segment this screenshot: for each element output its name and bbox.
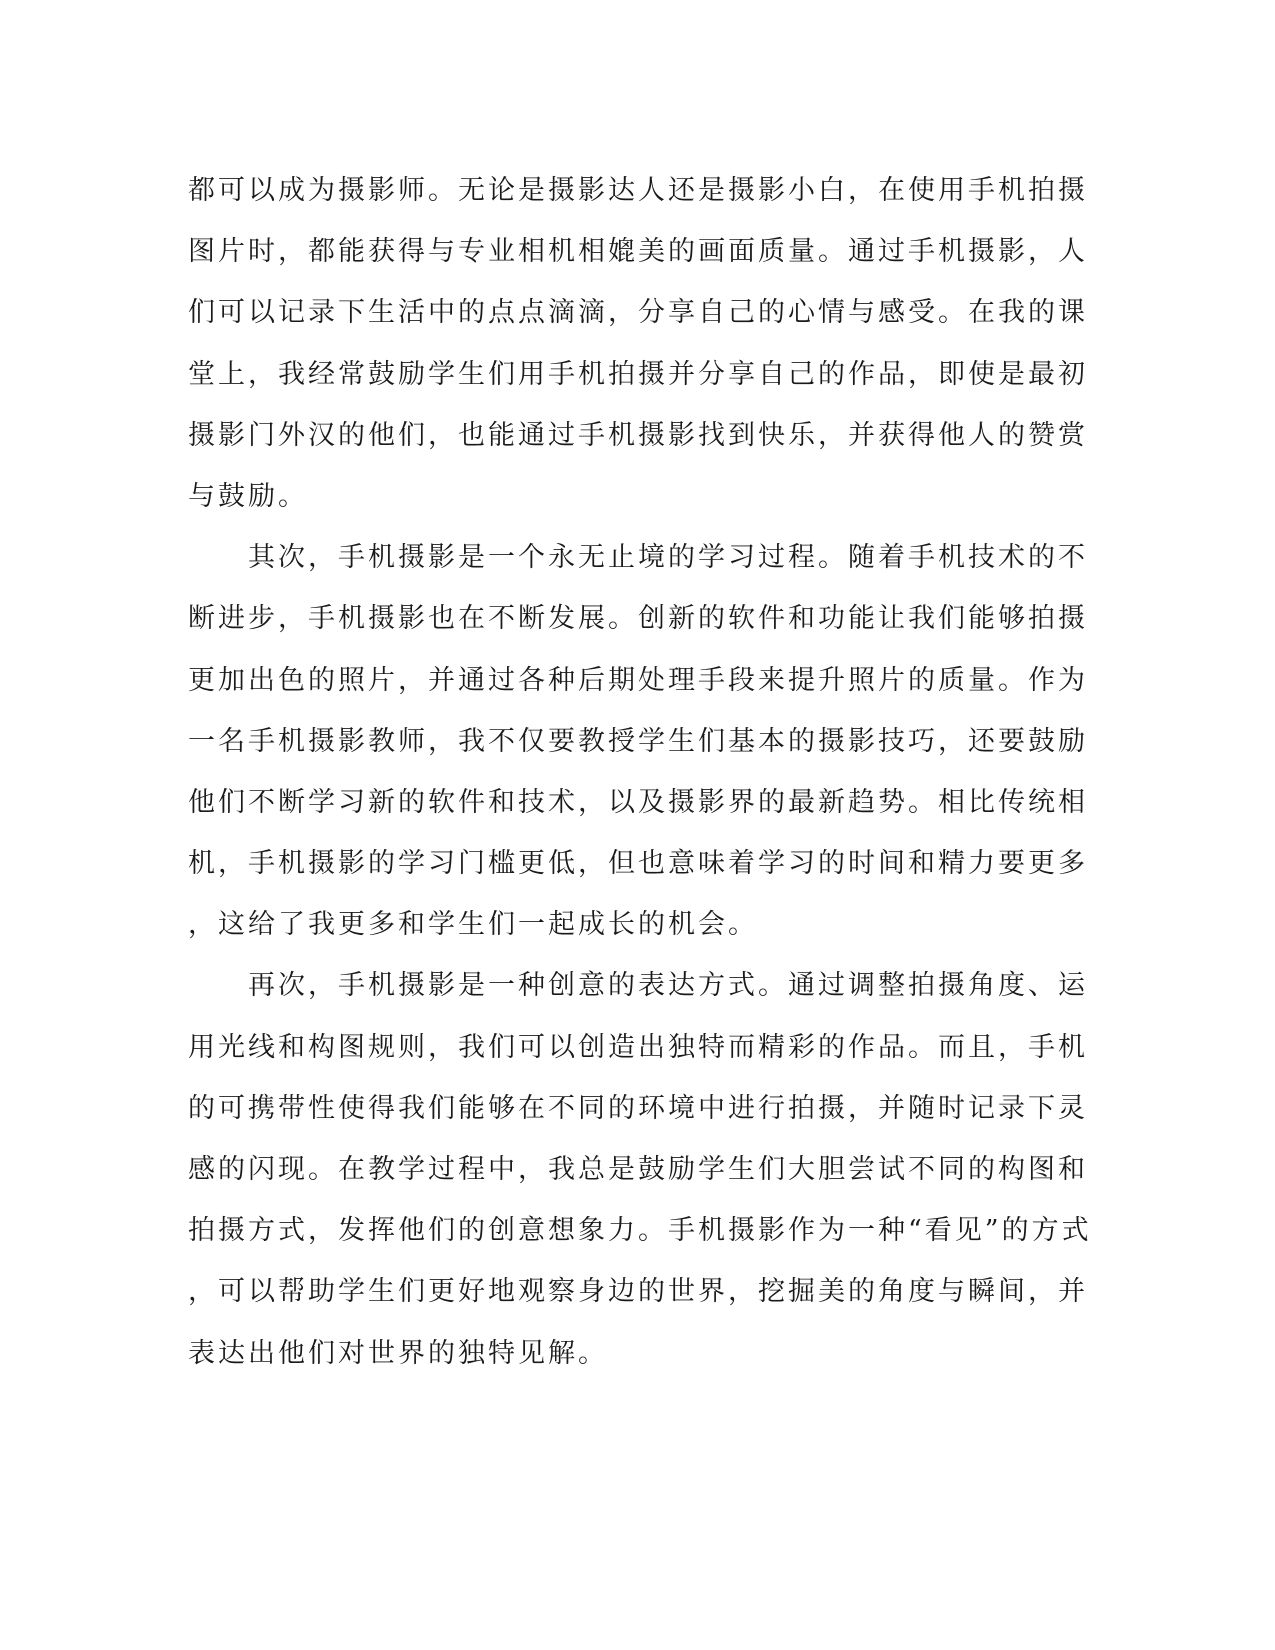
text-line: 堂上，我经常鼓励学生们用手机拍摄并分享自己的作品，即使是最初 [188, 358, 1088, 390]
text-line: 一名手机摄影教师，我不仅要教授学生们基本的摄影技巧，还要鼓励 [188, 725, 1088, 757]
text-line: 用光线和构图规则，我们可以创造出独特而精彩的作品。而且，手机 [188, 1031, 1088, 1063]
text-line: 图片时，都能获得与专业相机相媲美的画面质量。通过手机摄影，人 [188, 236, 1088, 268]
text-line: 机，手机摄影的学习门槛更低，但也意味着学习的时间和精力要更多 [188, 848, 1088, 880]
text-line: 感的闪现。在教学过程中，我总是鼓励学生们大胆尝试不同的构图和 [188, 1154, 1088, 1185]
text-line: 摄影门外汉的他们，也能通过手机摄影找到快乐，并获得他人的赞赏 [188, 419, 1088, 451]
text-line: 其次，手机摄影是一个永无止境的学习过程。随着手机技术的不 [188, 542, 1088, 574]
text-line: 与鼓励。 [188, 480, 308, 512]
text-line: 再次，手机摄影是一种创意的表达方式。通过调整拍摄角度、运 [188, 970, 1088, 1002]
body-text [188, 160, 1092, 1384]
text-line: ，这给了我更多和学生们一起成长的机会。 [188, 909, 758, 941]
text-line: 都可以成为摄影师。无论是摄影达人还是摄影小白，在使用手机拍摄 [188, 175, 1088, 206]
text-line: 更加出色的照片，并通过各种后期处理手段来提升照片的质量。作为 [188, 664, 1088, 696]
text-line: 们可以记录下生活中的点点滴滴，分享自己的心情与感受。在我的课 [188, 297, 1088, 329]
text-line: 的可携带性使得我们能够在不同的环境中进行拍摄，并随时记录下灵 [188, 1092, 1088, 1124]
text-line: 他们不断学习新的软件和技术，以及摄影界的最新趋势。相比传统相 [188, 786, 1088, 818]
text-line: 断进步，手机摄影也在不断发展。创新的软件和功能让我们能够拍摄 [188, 603, 1088, 635]
text-line: ，可以帮助学生们更好地观察身边的世界，挖掘美的角度与瞬间，并 [188, 1276, 1088, 1308]
text-line: 表达出他们对世界的独特见解。 [188, 1337, 608, 1369]
text-line: 拍摄方式，发挥他们的创意想象力。手机摄影作为一种“看见”的方式 [188, 1215, 1092, 1247]
